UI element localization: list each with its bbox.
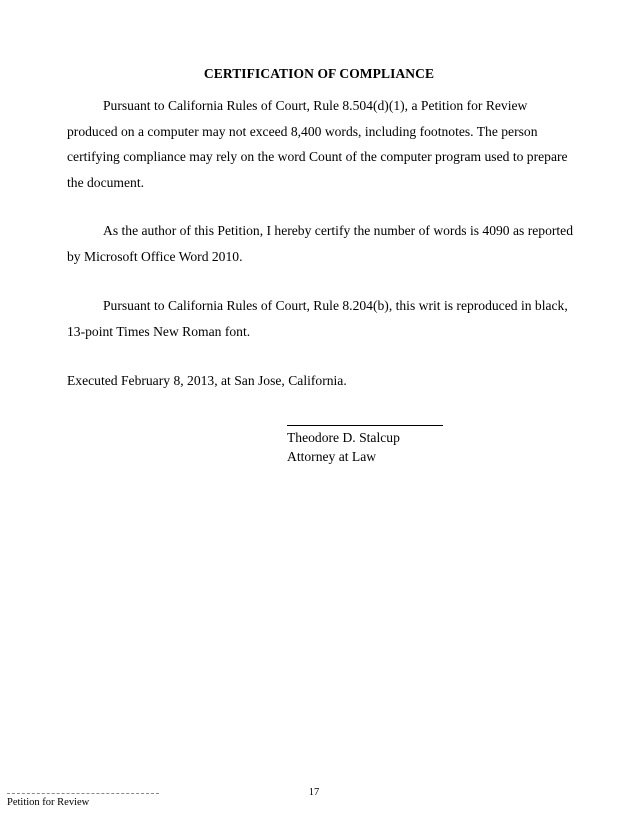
- footer-divider: [7, 793, 159, 794]
- paragraph-line: produced on a computer may not exceed 8,400 words, including footnotes. The person: [67, 123, 538, 139]
- paragraph-line: Pursuant to California Rules of Court, Rule 8.204(b), this writ is reproduced in black,: [103, 298, 568, 313]
- paragraph-line: by Microsoft Office Word 2010.: [67, 248, 243, 264]
- paragraph-line: 13-point Times New Roman font.: [67, 323, 251, 339]
- paragraph-line: the document.: [67, 174, 145, 190]
- signature-block: [287, 411, 443, 466]
- document-heading: CERTIFICATION OF COMPLIANCE: [203, 66, 435, 81]
- paragraph-word-limit: [67, 93, 582, 195]
- paragraph-font: [67, 293, 582, 344]
- paragraph-line: As the author of this Petition, I hereby certify the number of words is 4090 as reported: [103, 223, 574, 238]
- executed-statement: [67, 368, 582, 394]
- executed-line: Executed February 8, 2013, at San Jose, California.: [67, 373, 347, 388]
- signer-title: Attorney at Law: [287, 449, 377, 464]
- paragraph-line: Pursuant to California Rules of Court, Rule 8.504(d)(1), a Petition for Review: [103, 98, 528, 113]
- footer-label: Petition for Review: [7, 797, 90, 808]
- page-number: 17: [308, 787, 320, 798]
- paragraph-word-count: [67, 218, 582, 269]
- signature-line: [287, 411, 443, 426]
- signer-name: Theodore D. Stalcup: [287, 430, 400, 445]
- paragraph-line: certifying compliance may rely on the word Count of the computer program used to prepare: [67, 149, 568, 164]
